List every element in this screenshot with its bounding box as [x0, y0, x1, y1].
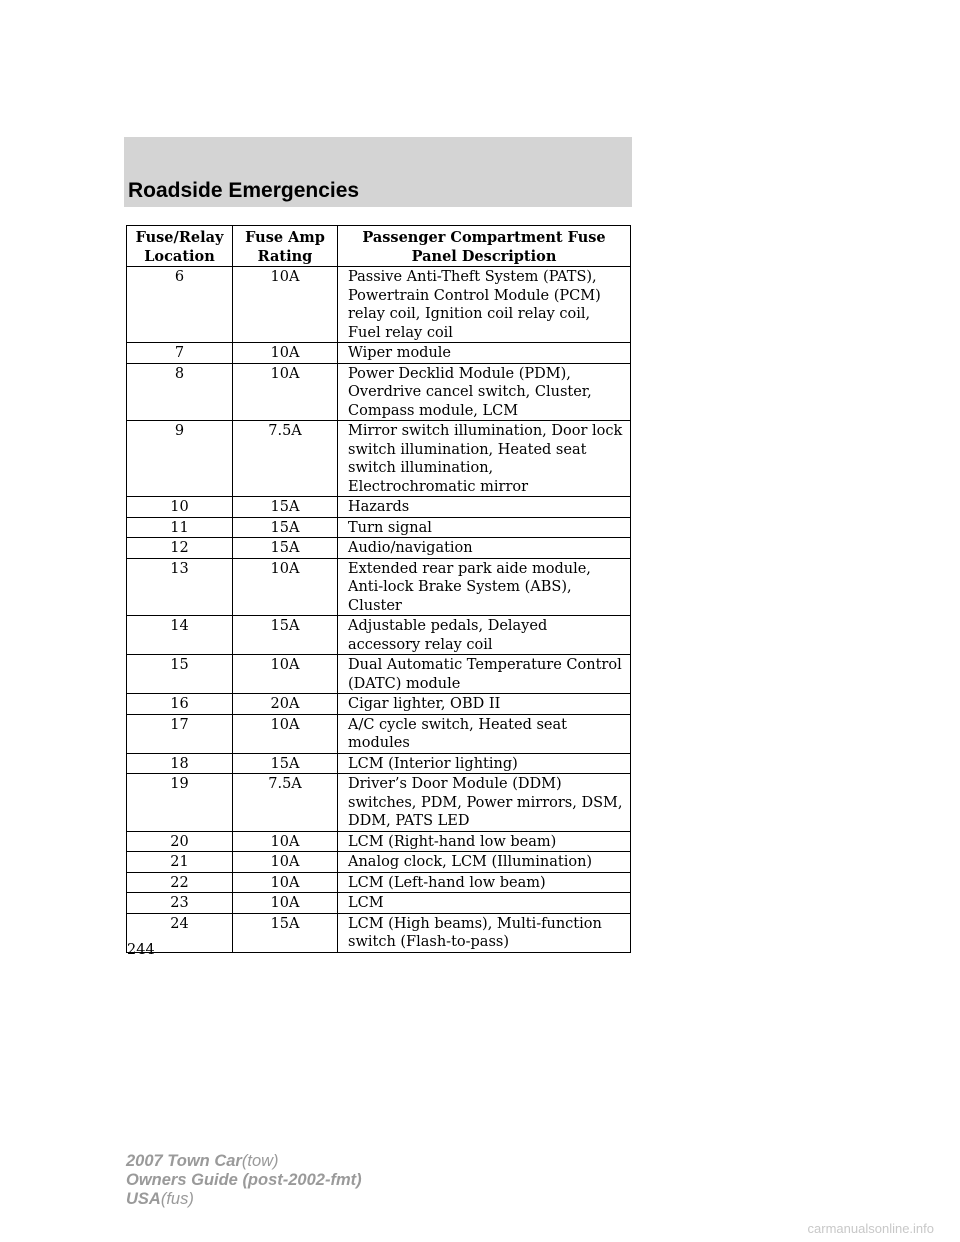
fuse-table	[126, 225, 631, 953]
cell-location: 11	[127, 517, 233, 538]
table-row	[127, 913, 631, 952]
cell-description: A/C cycle switch, Heated seat modules	[338, 714, 631, 753]
footer-guide: Owners Guide (post-2002-fmt)	[126, 1171, 362, 1189]
cell-rating: 10A	[233, 267, 338, 343]
cell-rating: 20A	[233, 694, 338, 715]
page-number: 244	[127, 942, 155, 958]
table-row	[127, 497, 631, 518]
cell-location: 24	[127, 913, 233, 952]
table-body	[127, 267, 631, 953]
table-row	[127, 363, 631, 421]
table-row	[127, 517, 631, 538]
cell-description: Driver’s Door Module (DDM) switches, PDM, Power mirrors, DSM, DDM, PATS LED	[338, 774, 631, 832]
cell-rating: 10A	[233, 655, 338, 694]
table-row	[127, 421, 631, 497]
table-row	[127, 753, 631, 774]
table-row	[127, 872, 631, 893]
cell-description: LCM (High beams), Multi-function switch (Flash-to-pass)	[338, 913, 631, 952]
cell-rating: 15A	[233, 913, 338, 952]
table-row	[127, 655, 631, 694]
cell-location: 16	[127, 694, 233, 715]
cell-location: 12	[127, 538, 233, 559]
header-description: Passenger Compartment Fuse Panel Description	[338, 226, 631, 267]
cell-rating: 10A	[233, 558, 338, 616]
header-location: Fuse/Relay Location	[127, 226, 233, 267]
cell-description: Power Decklid Module (PDM), Overdrive cancel switch, Cluster, Compass module, LCM	[338, 363, 631, 421]
section-title: Roadside Emergencies	[128, 179, 360, 202]
cell-location: 8	[127, 363, 233, 421]
cell-rating: 15A	[233, 517, 338, 538]
cell-rating: 15A	[233, 616, 338, 655]
table-row	[127, 267, 631, 343]
cell-description: LCM (Interior lighting)	[338, 753, 631, 774]
footer-market: USA	[126, 1190, 161, 1208]
cell-rating: 15A	[233, 753, 338, 774]
table-row	[127, 616, 631, 655]
cell-rating: 10A	[233, 872, 338, 893]
table-row	[127, 714, 631, 753]
cell-location: 6	[127, 267, 233, 343]
section-header-band	[124, 137, 632, 207]
cell-location: 17	[127, 714, 233, 753]
cell-location: 18	[127, 753, 233, 774]
header-rating: Fuse Amp Rating	[233, 226, 338, 267]
table-row	[127, 852, 631, 873]
cell-description: Cigar lighter, OBD II	[338, 694, 631, 715]
cell-description: Mirror switch illumination, Door lock switch illumination, Heated seat switch illumination, Electrochromatic mirror	[338, 421, 631, 497]
cell-description: Turn signal	[338, 517, 631, 538]
table-row	[127, 893, 631, 914]
footer-market-code: (fus)	[160, 1190, 194, 1208]
cell-description: LCM	[338, 893, 631, 914]
cell-description: Wiper module	[338, 343, 631, 364]
cell-location: 7	[127, 343, 233, 364]
footer-model-code: (tow)	[241, 1152, 279, 1170]
cell-location: 9	[127, 421, 233, 497]
table-row	[127, 831, 631, 852]
cell-description: Hazards	[338, 497, 631, 518]
cell-rating: 10A	[233, 831, 338, 852]
cell-rating: 7.5A	[233, 774, 338, 832]
cell-location: 20	[127, 831, 233, 852]
cell-description: Analog clock, LCM (Illumination)	[338, 852, 631, 873]
cell-description: Dual Automatic Temperature Control (DATC) module	[338, 655, 631, 694]
cell-location: 23	[127, 893, 233, 914]
cell-location: 21	[127, 852, 233, 873]
cell-description: LCM (Left-hand low beam)	[338, 872, 631, 893]
table-row	[127, 343, 631, 364]
cell-description: Adjustable pedals, Delayed accessory relay coil	[338, 616, 631, 655]
cell-description: Audio/navigation	[338, 538, 631, 559]
cell-description: Extended rear park aide module, Anti-lock Brake System (ABS), Cluster	[338, 558, 631, 616]
cell-location: 19	[127, 774, 233, 832]
cell-description: LCM (Right-hand low beam)	[338, 831, 631, 852]
cell-location: 14	[127, 616, 233, 655]
table-row	[127, 774, 631, 832]
cell-rating: 15A	[233, 538, 338, 559]
cell-rating: 7.5A	[233, 421, 338, 497]
cell-rating: 10A	[233, 893, 338, 914]
watermark: carmanualsonline.info	[807, 1221, 934, 1236]
footer-model: 2007 Town Car	[126, 1152, 242, 1170]
cell-location: 13	[127, 558, 233, 616]
cell-location: 22	[127, 872, 233, 893]
table-row	[127, 558, 631, 616]
cell-rating: 15A	[233, 497, 338, 518]
cell-location: 15	[127, 655, 233, 694]
cell-rating: 10A	[233, 363, 338, 421]
cell-rating: 10A	[233, 714, 338, 753]
table-row	[127, 694, 631, 715]
table-header-row	[127, 226, 631, 267]
cell-rating: 10A	[233, 852, 338, 873]
cell-description: Passive Anti-Theft System (PATS), Powertrain Control Module (PCM) relay coil, Ignition coil relay coil, Fuel relay coil	[338, 267, 631, 343]
footer	[126, 1152, 362, 1209]
cell-rating: 10A	[233, 343, 338, 364]
table-row	[127, 538, 631, 559]
cell-location: 10	[127, 497, 233, 518]
